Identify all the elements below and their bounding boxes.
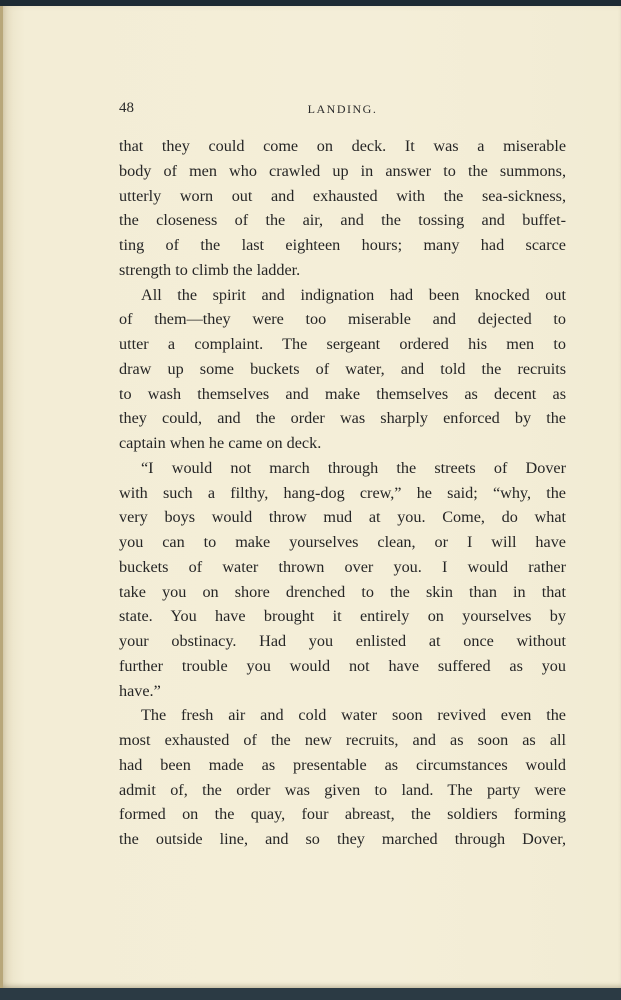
text-line: most exhausted of the new recruits, and as soon as all bbox=[119, 731, 566, 749]
text-line: state. You have brought it entirely on yourselves by bbox=[119, 607, 566, 626]
text-line: take you on shore drenched to the skin than in that bbox=[119, 582, 566, 601]
text-line: further trouble you would not have suffered as you bbox=[119, 656, 566, 675]
running-head: LANDING. bbox=[307, 102, 378, 116]
text-line: with such a filthy, hang-dog crew,” he said; “why, the bbox=[119, 483, 566, 502]
body-text bbox=[119, 134, 566, 852]
text-line: your obstinacy. Had you enlisted at once without bbox=[119, 632, 566, 650]
text-line: formed on the quay, four abreast, the soldiers forming bbox=[119, 805, 566, 824]
text-line: ting of the last eighteen hours; many had scarce bbox=[119, 236, 566, 254]
text-line: body of men who crawled up in answer to the summons, bbox=[119, 161, 566, 180]
paragraph-3 bbox=[119, 456, 566, 704]
text-line: to wash themselves and make themselves as decent as bbox=[119, 384, 566, 403]
paragraph-2 bbox=[119, 283, 566, 456]
text-line: you can to make yourselves clean, or I will have bbox=[119, 533, 566, 551]
text-line: have.” bbox=[119, 681, 161, 700]
text-line: had been made as presentable as circumstances would bbox=[119, 755, 566, 774]
text-line: captain when he came on deck. bbox=[119, 434, 322, 452]
text-line: very boys would throw mud at you. Come, do what bbox=[119, 508, 566, 527]
text-line: draw up some buckets of water, and told the recruits bbox=[119, 359, 566, 378]
text-line: that they could come on deck. It was a miserable bbox=[119, 137, 566, 155]
text-line: the closeness of the air, and the tossing and buffet- bbox=[119, 211, 566, 230]
page-bottom-edge bbox=[0, 988, 621, 1000]
page-number: 48 bbox=[119, 100, 134, 116]
text-line: utterly worn out and exhausted with the sea-sickness, bbox=[119, 186, 566, 205]
page-header bbox=[119, 100, 566, 120]
text-line: The fresh air and cold water soon revived even the bbox=[141, 706, 566, 725]
text-line: of them—they were too miserable and dejected to bbox=[119, 310, 566, 329]
text-line: “I would not march through the streets of Dover bbox=[141, 458, 566, 477]
text-line: utter a complaint. The sergeant ordered his men to bbox=[119, 335, 566, 353]
paragraph-4 bbox=[119, 703, 566, 852]
text-line: All the spirit and indignation had been knocked out bbox=[141, 285, 566, 304]
text-line: admit of, the order was given to land. The party were bbox=[119, 780, 566, 799]
text-line: strength to climb the ladder. bbox=[119, 260, 301, 279]
text-line: the outside line, and so they marched through Dover, bbox=[119, 830, 566, 848]
book-page bbox=[0, 6, 621, 988]
paragraph-1 bbox=[119, 134, 566, 283]
text-line: they could, and the order was sharply enforced by the bbox=[119, 409, 566, 428]
text-line: buckets of water thrown over you. I would rather bbox=[119, 557, 566, 576]
